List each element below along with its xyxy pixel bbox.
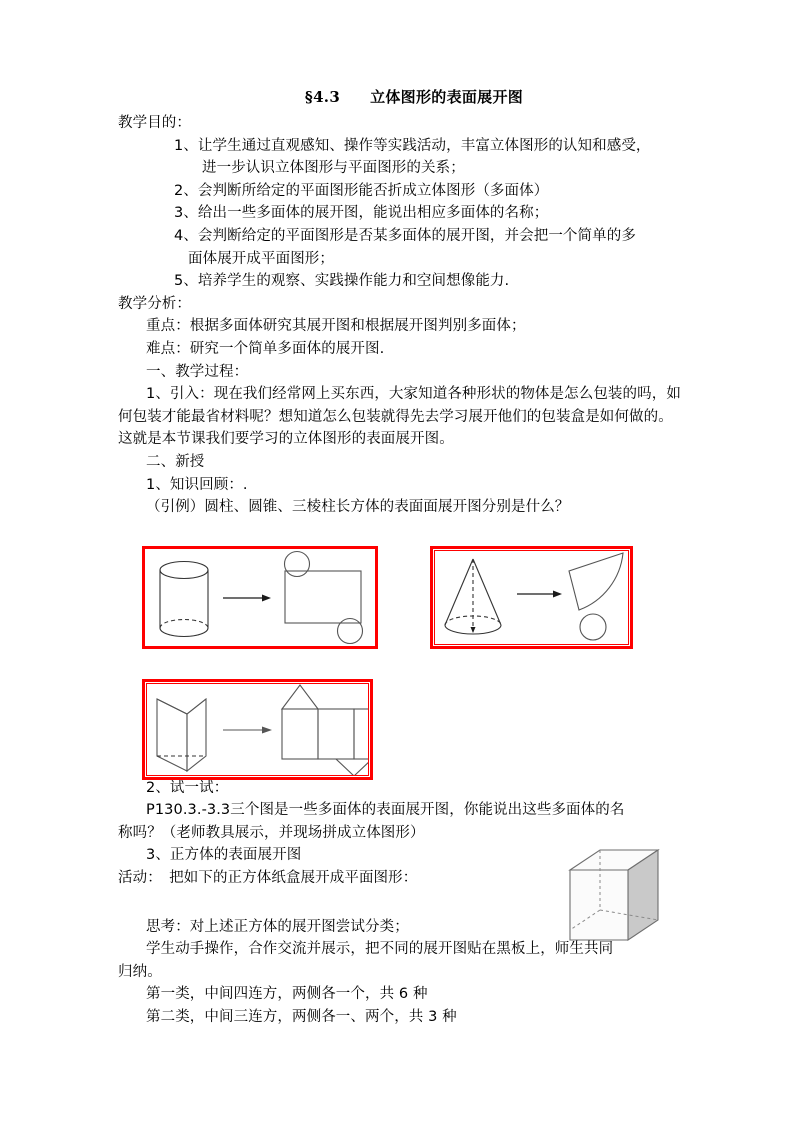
figure-cylinder-net-svg <box>145 549 375 646</box>
figure-prism-net-box <box>142 679 373 780</box>
review-heading: 1、知识回顾：. <box>146 476 248 493</box>
classification-type-2: 第二类，中间三连方，两侧各一、两个，共 3 种 <box>146 1009 457 1026</box>
try-heading: 2、试一试： <box>146 779 229 796</box>
figure-cube-svg <box>556 848 668 952</box>
try-body-line-1: P130.3.-3.3三个图是一些多面体的表面展开图，你能说出这些多面体的名 <box>146 802 625 819</box>
aim-2: 2、会判断所给定的平面图形能否折成立体图形（多面体） <box>174 182 549 199</box>
cube-solid <box>570 850 658 940</box>
triangular-prism-solid <box>157 699 206 771</box>
practice-line-2: 归纳。 <box>118 963 162 980</box>
unfold-arrow-icon <box>223 595 271 602</box>
aim-4-line-2: 面体展开成平面图形； <box>188 250 334 267</box>
cube-heading: 3、正方体的表面展开图 <box>146 847 302 864</box>
cone-net <box>569 553 623 640</box>
practice-line-1: 学生动手操作，合作交流并展示，把不同的展开图贴在黑板上，师生共同 <box>146 941 614 958</box>
title-section-number: §4.3 <box>304 88 341 106</box>
unfold-arrow-icon <box>223 727 272 734</box>
cone-solid <box>445 559 501 634</box>
aim-5: 5、培养学生的观察、实践操作能力和空间想像能力. <box>174 273 510 290</box>
classification-type-1: 第一类，中间四连方，两侧各一个，共 6 种 <box>146 986 428 1003</box>
figure-cylinder-net-box <box>142 546 378 649</box>
think-line: 思考：对上述正方体的展开图尝试分类； <box>146 918 409 935</box>
aim-4-line-1: 4、会判断给定的平面图形是否某多面体的展开图，并会把一个简单的多 <box>174 227 636 244</box>
section-two-heading: 二、新授 <box>146 453 205 470</box>
key-point-line: 重点：根据多面体研究其展开图和根据展开图判别多面体； <box>146 318 526 335</box>
page-title <box>118 86 684 109</box>
cylinder-net <box>285 552 363 644</box>
intro-paragraph: 1、引入：现在我们经常网上买东西，大家知道各种形状的物体是怎么包装的吗，如何包装才能最省材料呢？想知道怎么包装就得先去学习展开他们的包装盒是如何做的。这就是本节课我们要学习的立体图形的表面展开图。 <box>118 386 681 448</box>
try-body-line-2: 称吗？（老师教具展示，并现场拼成立体图形） <box>118 824 425 841</box>
figure-cone-net-box <box>430 546 633 649</box>
figure-cube-illustration <box>556 848 668 952</box>
review-question: （引例）圆柱、圆锥、三棱柱长方体的表面面展开图分别是什么？ <box>146 499 570 516</box>
figure-cone-net-svg <box>433 549 629 645</box>
cylinder-solid <box>160 562 208 637</box>
activity-line: 活动： 把如下的正方体纸盒展开成平面图形： <box>118 870 418 887</box>
prism-net <box>282 685 369 776</box>
figure-prism-net-svg <box>145 682 369 776</box>
aim-3: 3、给出一些多面体的展开图，能说出相应多面体的名称； <box>174 205 549 222</box>
hard-point-line: 难点：研究一个简单多面体的展开图. <box>146 340 385 357</box>
title-text: 立体图形的表面展开图 <box>370 88 524 106</box>
aims-heading: 教学目的： <box>118 115 191 131</box>
aim-1-line-1: 1、让学生通过直观感知、操作等实践活动，丰富立体图形的认知和感受， <box>174 137 651 154</box>
aim-1-line-2: 进一步认识立体图形与平面图形的关系； <box>202 160 465 177</box>
analysis-heading: 教学分析： <box>118 295 191 312</box>
unfold-arrow-icon <box>517 591 562 598</box>
section-one-heading: 一、教学过程： <box>146 363 249 380</box>
